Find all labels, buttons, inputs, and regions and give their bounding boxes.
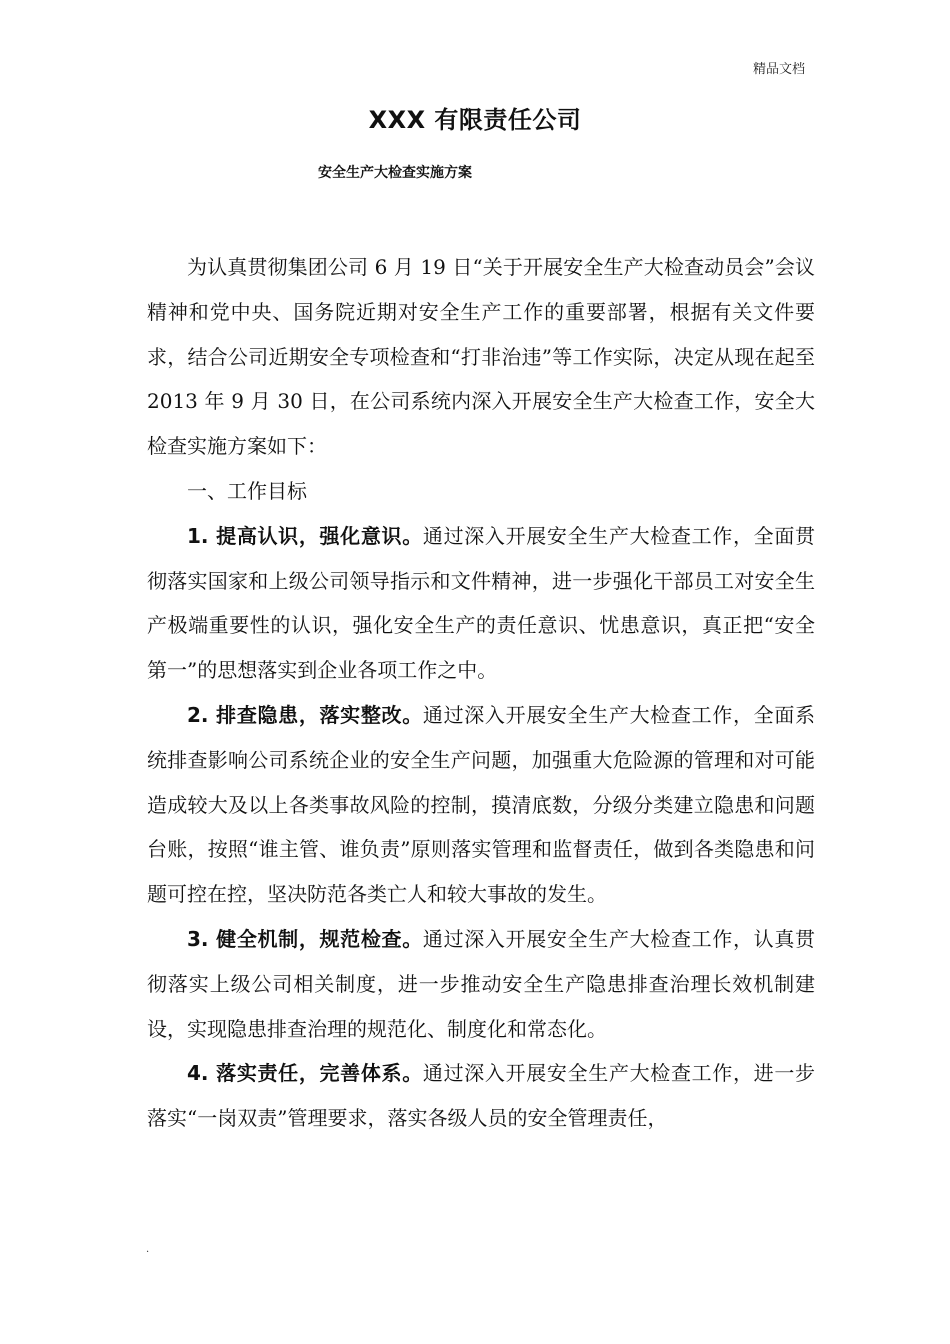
goal-item-1-lead: 1. 提高认识，强化意识。: [187, 523, 423, 548]
section-heading-goals: 一、工作目标: [187, 478, 307, 503]
goal-item-4: [147, 1051, 815, 1141]
goal-item-3-lead: 3. 健全机制，规范检查。: [187, 926, 423, 951]
goal-item-2: [147, 693, 815, 917]
goal-item-1-text: 通过深入开展安全生产大检查工作，全面贯彻落实国家和上级公司领导指示和文件精神，进一步强化干部员工对安全生产极端重要性的认识，强化安全生产的责任意识、忧患意识，真正把“安全第一”的思想落实到企业各项工作之中。: [147, 523, 816, 683]
document-subtitle: 安全生产大检查实施方案: [318, 165, 472, 181]
header-tag: 精品文档: [752, 62, 805, 77]
intro-paragraph: 为认真贯彻集团公司 6 月 19 日“关于开展安全生产大检查动员会”会议精神和党中央、国务院近期对安全生产工作的重要部署，根据有关文件要求，结合公司近期安全专项检查和“打非治违”等工作实际，决定从现在起至 2013 年 9 月 30 日，在公司系统内深入开展安全生产大检查工作，安全大检查实施方案如下：: [147, 255, 815, 459]
goal-item-4-lead: 4. 落实责任，完善体系。: [187, 1061, 423, 1086]
goal-item-2-text: 通过深入开展安全生产大检查工作，全面系统排查影响公司系统企业的安全生产问题，加强重大危险源的管理和对可能造成较大及以上各类事故风险的控制，摸清底数，分级分类建立隐患和问题台账，按照“谁主管、谁负责”原则落实管理和监督责任，做到各类隐患和问题可控在控，坚决防范各类亡人和较大事故的发生。: [147, 702, 816, 907]
goal-item-1: [147, 514, 815, 693]
document-body: [147, 245, 815, 1141]
goal-item-4-text: 通过深入开展安全生产大检查工作，进一步落实“一岗双责”管理要求，落实各级人员的安全管理责任，: [147, 1061, 816, 1131]
goal-item-3-text: 通过深入开展安全生产大检查工作，认真贯彻落实上级公司相关制度，进一步推动安全生产隐患排查治理长效机制建设，实现隐患排查治理的规范化、制度化和常态化。: [147, 926, 816, 1041]
goal-item-3: [147, 917, 815, 1051]
footer-mark: .: [146, 1244, 150, 1255]
goal-item-2-lead: 2. 排查隐患，落实整改。: [187, 702, 423, 727]
document-title: XXX 有限责任公司: [368, 106, 582, 134]
